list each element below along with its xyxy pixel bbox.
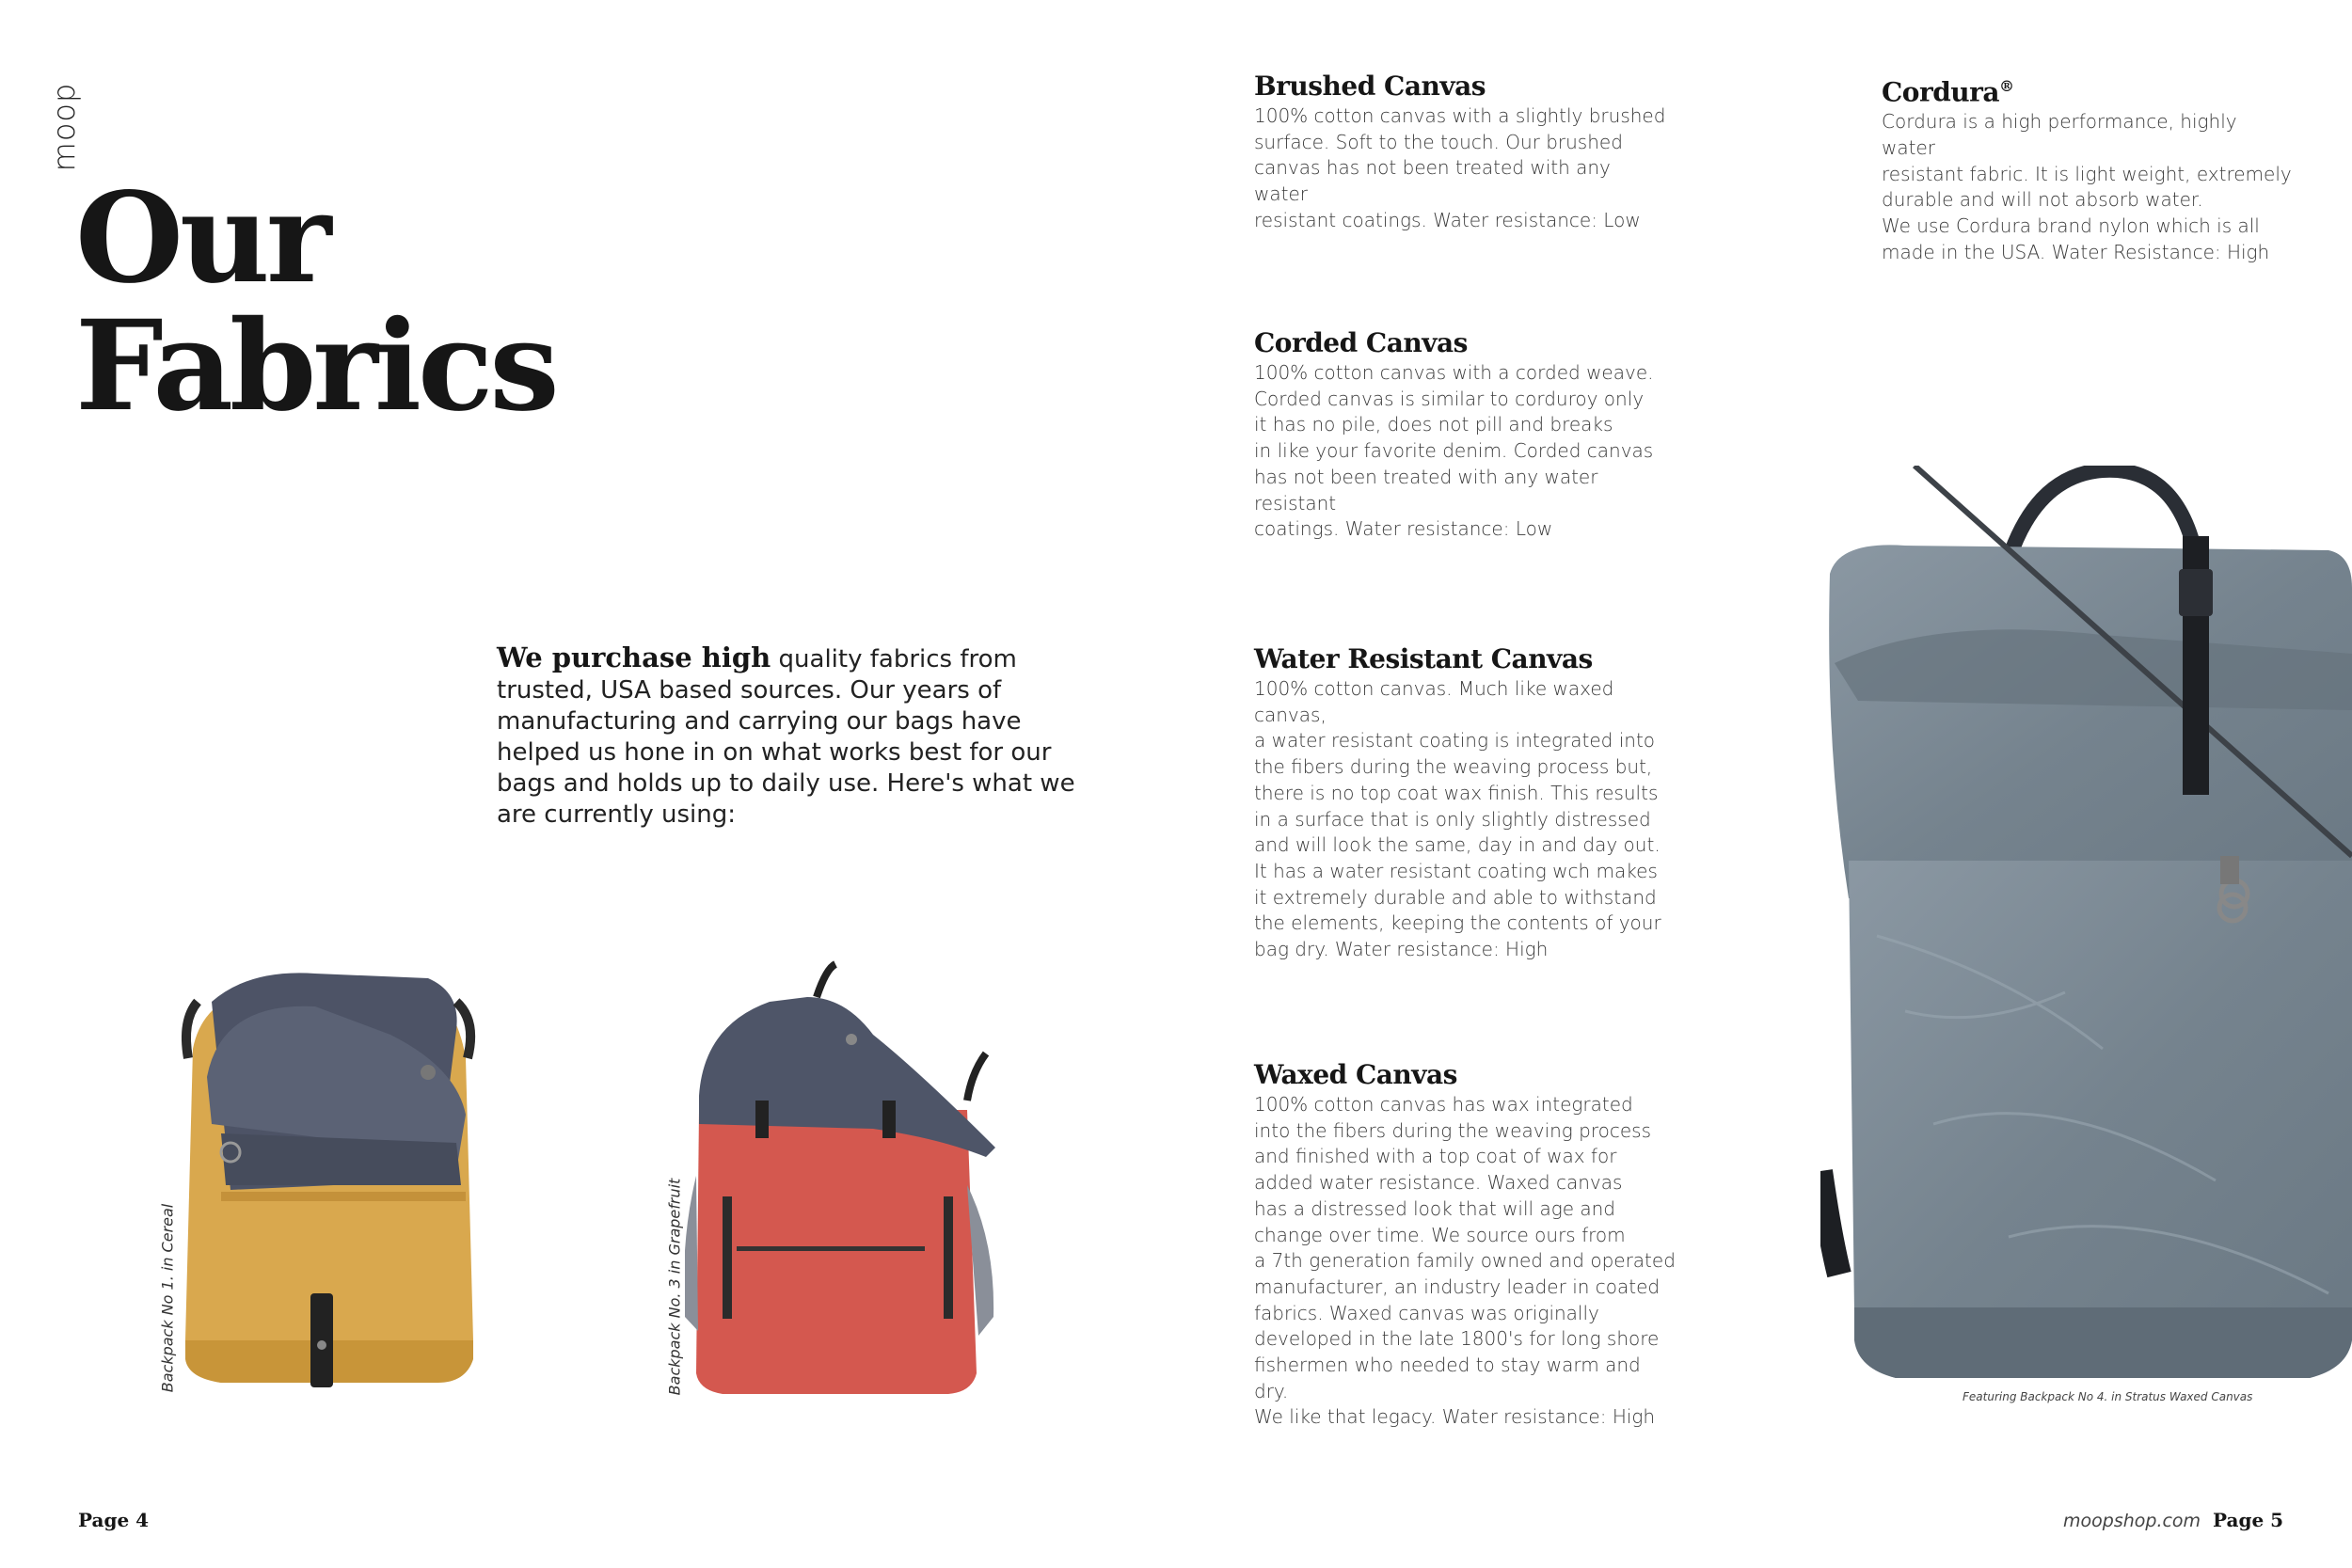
fabric-cordura [1882,71,2296,266]
website-link[interactable]: moopshop.com [2063,1511,2201,1531]
caption-backpack-grapefruit: Backpack No. 3 in Grapefruit [665,1178,684,1395]
fabric-description: 100% cotton canvas with a corded weave. Corded canvas is similar to corduroy only it has no pile, does not pill and breaks in like your favorite denim. Corded canvas has not been treated with any water resistant coatings. Water resistance: Low [1254,361,1654,541]
registered-mark: ® [1999,77,2014,95]
caption-featured-backpack: Featuring Backpack No 4. in Stratus Waxed Canvas [1963,1390,2253,1403]
page-number-left: Page 4 [78,1509,150,1531]
fabric-description: 100% cotton canvas. Much like waxed canvas, a water resistant coating is integrated into the fibers during the weaving process but, there is no top coat wax finish. This results in a surface that is only slightly distressed and will look the same, day in and day out. It has a water resistant coating wch makes it extremely durable and able to withstand the elements, keeping the contents of your bag dry. Water resistance: High [1254,677,1661,961]
intro-lead: We purchase high [497,641,771,673]
intro-body: quality fabrics from trusted, USA based sources. Our years of manufacturing and carrying our bags have helped us hone in on what works best for our bags and holds up to daily use. Here's what we are currently using: [497,645,1075,829]
fabric-description: Cordura is a high performance, highly water resistant fabric. It is light weight, extremely durable and will not absorb water. We use Cordura brand nylon which is all made in the USA. Water Resistance: High [1882,110,2292,263]
page-title [75,166,556,439]
page-number-right: Page 5 [2213,1509,2284,1531]
fabric-brushed-canvas [1254,71,1668,234]
fabric-description: 100% cotton canvas with a slightly brushed surface. Soft to the touch. Our brushed canvas has not been treated with any water resistant coatings. Water resistance: Low [1254,104,1666,231]
caption-backpack-cereal: Backpack No 1. in Cereal [158,1203,177,1393]
fabric-water-resistant-canvas [1254,644,1677,963]
backpack-grapefruit-image [685,959,995,1402]
fabric-name: Waxed Canvas [1254,1059,1457,1090]
fabric-description: 100% cotton canvas has wax integrated into the fibers during the weaving process and finished with a top coat of wax for added water resistance. Waxed canvas has a distressed look that will age and change over time. We source ours from a 7th generation family owned and operated manufacturer, an industry leader in coated fabrics. Waxed canvas was originally developed in the late 1800's for long shore fishermen who needed to stay warm and dry. We like that legacy. Water resistance: High [1254,1093,1676,1429]
title-line-1: Our [75,166,328,311]
fabric-name: Corded Canvas [1254,327,1468,358]
brand-logo: moop [46,82,82,172]
fabric-corded-canvas [1254,328,1668,543]
title-line-2: Fabrics [75,293,556,439]
backpack-cereal-image [174,964,485,1397]
backpack-stratus-featured-image [1820,466,2352,1387]
fabric-name: Brushed Canvas [1254,71,1486,102]
fabric-name: Water Resistant Canvas [1254,643,1593,674]
fabric-name: Cordura® [1882,76,2014,108]
fabric-waxed-canvas [1254,1060,1677,1431]
intro-paragraph [497,642,1080,831]
